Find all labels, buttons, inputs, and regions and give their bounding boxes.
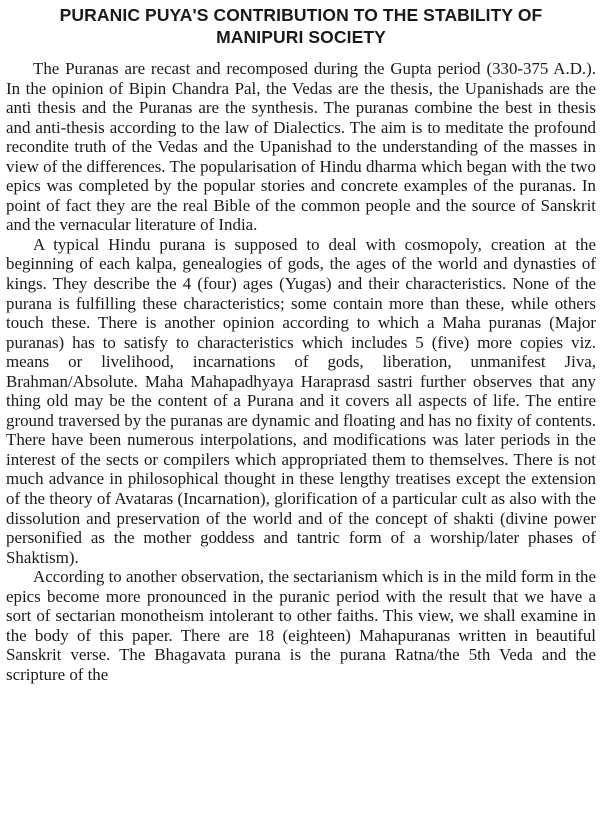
document-title xyxy=(6,4,596,48)
paragraph-1: The Puranas are recast and recomposed during the Gupta period (330-375 A.D.). In the opinion of Bipin Chandra Pal, the Vedas are the thesis, the Upanishads are the anti thesis and the Puranas are the synthesis. The puranas combine the best in thesis and anti-thesis according to the law of Dialectics. The aim is to meditate the profound recondite truth of the Vedas and the Upanishad to the understanding of the masses in view of the differences. The popularisation of Hindu dharma which began with the two epics was completed by the popular stories and concrete examples of the puranas. In point of fact they are the real Bible of the common people and the source of Sanskrit and the vernacular literature of India. xyxy=(6,59,596,235)
title-line-1: PURANIC PUYA'S CONTRIBUTION TO THE STABILITY OF xyxy=(59,5,543,25)
title-line-2: MANIPURI SOCIETY xyxy=(216,27,386,47)
paragraph-2: A typical Hindu purana is supposed to deal with cosmopoly, creation at the beginning of each kalpa, genealogies of gods, the ages of the world and dynasties of kings. They describe the 4 (four) ages (Yugas) and their characteristics. None of the purana is fulfilling these characteristics; some contain more than these, while others touch these. There is another opinion according to which a Maha puranas (Major puranas) has to satisfy to characteristics which includes 5 (five) more copies viz. means or livelihood, incarnations of gods, liberation, unmanifest Jiva, Brahman/Absolute. Maha Mahapadhyaya Haraprasd sastri further observes that any thing old may be the content of a Purana and it covers all aspects of life. The entire ground traversed by the puranas are dynamic and floating and has no fixity of contents. There have been numerous interpolations, and modifications was later periods in the interest of the sects or compilers which appropriated them to themselves. There is not much advance in philosophical thought in these lengthy treatises except the extension of the theory of Avataras (Incarnation), glorification of a particular cult as also with the dissolution and preservation of the world and of the concept of shakti (divine power personified as the mother goddess and tantric form of a worship/later phases of Shaktism). xyxy=(6,234,596,567)
document-page xyxy=(6,4,596,685)
paragraph-3: According to another observation, the sectarianism which is in the mild form in the epics become more pronounced in the puranic period with the result that we have a sort of sectarian monotheism intolerant to other faiths. This view, we shall examine in the body of this paper. There are 18 (eighteen) Mahapuranas written in beautiful Sanskrit verse. The Bhagavata purana is the purana Ratna/the 5th Veda and the scripture of the xyxy=(6,567,596,684)
